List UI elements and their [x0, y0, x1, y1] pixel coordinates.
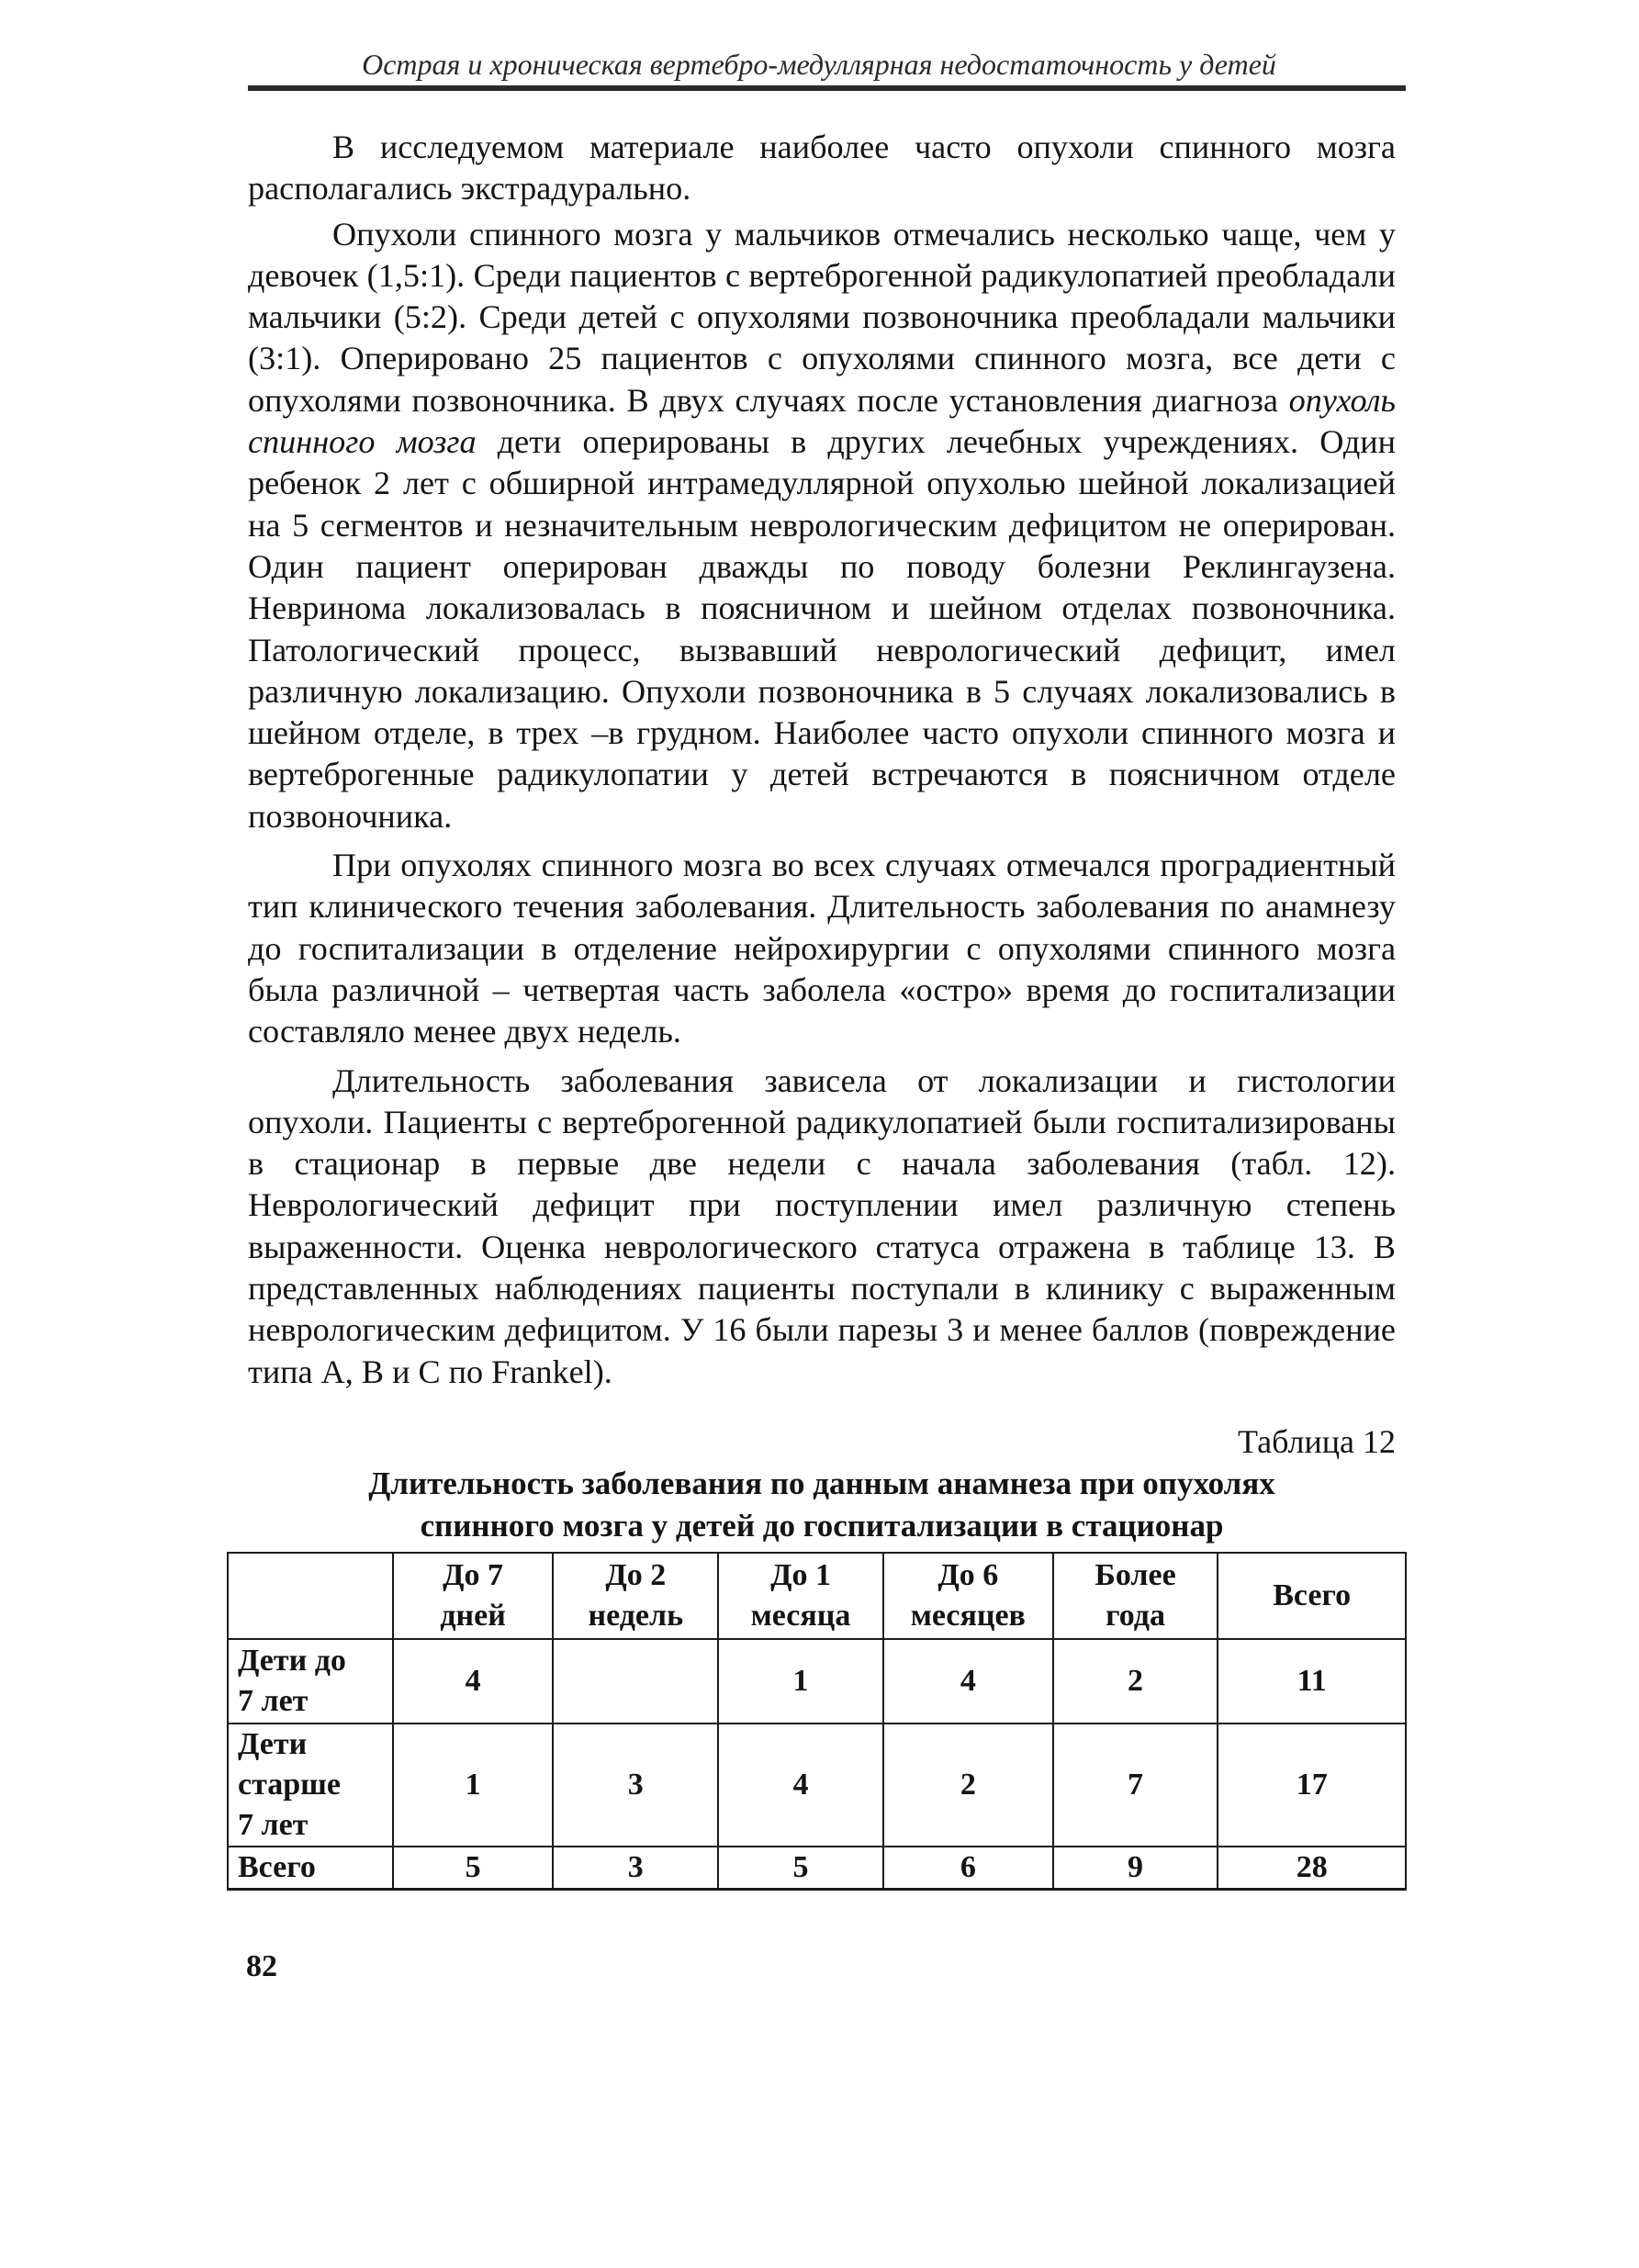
row-label-text: старше — [238, 1768, 341, 1802]
row-label-text: Дети до — [238, 1644, 346, 1678]
table-cell: 7 — [1053, 1723, 1218, 1847]
table-cell: 1 — [718, 1639, 883, 1723]
header-text: Более — [1095, 1558, 1176, 1592]
table-label: Таблица 12 — [1238, 1423, 1396, 1460]
paragraph-2-part-a: Опухоли спинного мозга у мальчиков отмечались несколько чаще, чем у девочек (1,5:1). Среди пациентов с вертеброгенной радикулопатией преобладали мальчики (5:2). Среди детей с опухолями позвоночника преобладали мальчики (3:1). Оперировано 25 пациентов с опухолями спинного мозга, все дети с опухолями позвоночника. В двух случаях после установления диагноза — [248, 215, 1396, 419]
paragraph-1: В исследуемом материале наиболее часто опухоли спинного мозга располагались экстрадурально. — [248, 129, 1396, 208]
table-title-line-2: спинного мозга у детей до госпитализации в стационар — [420, 1508, 1224, 1544]
table-cell: 4 — [393, 1639, 554, 1723]
table-header-row — [228, 1553, 1406, 1639]
table-cell: 28 — [1218, 1847, 1406, 1890]
paragraph-4: Длительность заболевания зависела от локализации и гистологии опухоли. Пациенты с вертеброгенной радикулопатией были госпитализированы в стационар в первые две недели с начала заболевания (табл. 12). Неврологический дефицит при поступлении имел различную степень выраженности. Оценка неврологического статуса отражена в таблице 13. В представленных наблюдениях пациенты поступали в клинику с выраженным неврологическим дефицитом. У 16 были парезы 3 и менее баллов (повреждение типа А, В и С по Frankel). — [248, 1061, 1396, 1390]
row-label: Всего — [228, 1847, 393, 1890]
table-title — [248, 1463, 1396, 1547]
paragraph-2 — [248, 214, 1396, 837]
header-text: недель — [588, 1599, 684, 1633]
table-cell: 11 — [1218, 1639, 1406, 1723]
body-text — [248, 127, 1396, 1393]
table-total-row — [228, 1847, 1406, 1890]
duration-table — [227, 1552, 1407, 1891]
table-cell: 5 — [393, 1847, 554, 1890]
table-cell: 6 — [883, 1847, 1053, 1890]
header-text: месяца — [750, 1599, 851, 1633]
header-cell — [718, 1553, 883, 1639]
table-cell: 9 — [1053, 1847, 1218, 1890]
header-text: До 6 — [937, 1558, 999, 1592]
row-label-text: 7 лет — [238, 1684, 309, 1718]
header-text: До 1 — [770, 1558, 831, 1592]
header-text: До 2 — [605, 1558, 667, 1592]
table-title-line-1: Длительность заболевания по данным анамнеза при опухолях — [368, 1465, 1275, 1501]
header-rule — [248, 85, 1406, 91]
row-label — [228, 1639, 393, 1723]
paragraph-3: При опухолях спинного мозга во всех случаях отмечался проградиентный тип клинического течения заболевания. Длительность заболевания по анамнезу до госпитализации в отделение нейрохирургии с опухолями спинного мозга была различной – четвертая часть заболела «остро» время до госпитализации составляло менее двух недель. — [248, 847, 1396, 1050]
row-label-text: Дети — [238, 1727, 308, 1761]
table-cell: 17 — [1218, 1723, 1406, 1847]
table-cell: 3 — [553, 1723, 718, 1847]
header-cell — [883, 1553, 1053, 1639]
page-number: 82 — [246, 1949, 277, 1983]
table-cell: 4 — [883, 1639, 1053, 1723]
table-cell: 2 — [1053, 1639, 1218, 1723]
header-cell — [393, 1553, 554, 1639]
header-cell: Всего — [1218, 1553, 1406, 1639]
header-text: года — [1106, 1599, 1165, 1633]
table-row — [228, 1723, 1406, 1847]
table-row — [228, 1639, 1406, 1723]
header-cell — [553, 1553, 718, 1639]
row-label — [228, 1723, 393, 1847]
table-corner-cell — [228, 1553, 393, 1639]
table-cell: 5 — [718, 1847, 883, 1890]
header-text: До 7 — [443, 1558, 504, 1592]
table-cell — [553, 1639, 718, 1723]
paragraph-2-part-b: дети оперированы в других лечебных учреждениях. Один ребенок 2 лет с обширной интрамедуллярной опухолью шейной локализацией на 5 сегментов и незначительным неврологическим дефицитом не оперирован. Один пациент оперирован дважды по поводу болезни Реклингаузена. Невринома локализовалась в поясничном и шейном отделах позвоночника. Патологический процесс, вызвавший неврологический дефицит, имел различную локализацию. Опухоли позвоночника в 5 случаях локализовались в шейном отделе, в трех –в грудном. Наиболее часто опухоли спинного мозга и вертеброгенные радикулопатии у детей встречаются в поясничном отделе позвоночника. — [248, 423, 1396, 835]
table-cell: 4 — [718, 1723, 883, 1847]
table-cell: 3 — [553, 1847, 718, 1890]
row-label-text: 7 лет — [238, 1808, 309, 1842]
table-cell: 1 — [393, 1723, 554, 1847]
header-cell — [1053, 1553, 1218, 1639]
running-head: Острая и хроническая вертебро-медуллярная недостаточность у детей — [362, 48, 1276, 81]
header-text: месяцев — [910, 1599, 1026, 1633]
table-cell: 2 — [883, 1723, 1053, 1847]
header-text: дней — [440, 1599, 506, 1633]
paragraph-2-emphasis: опухоль спинного мозга — [248, 381, 1396, 461]
